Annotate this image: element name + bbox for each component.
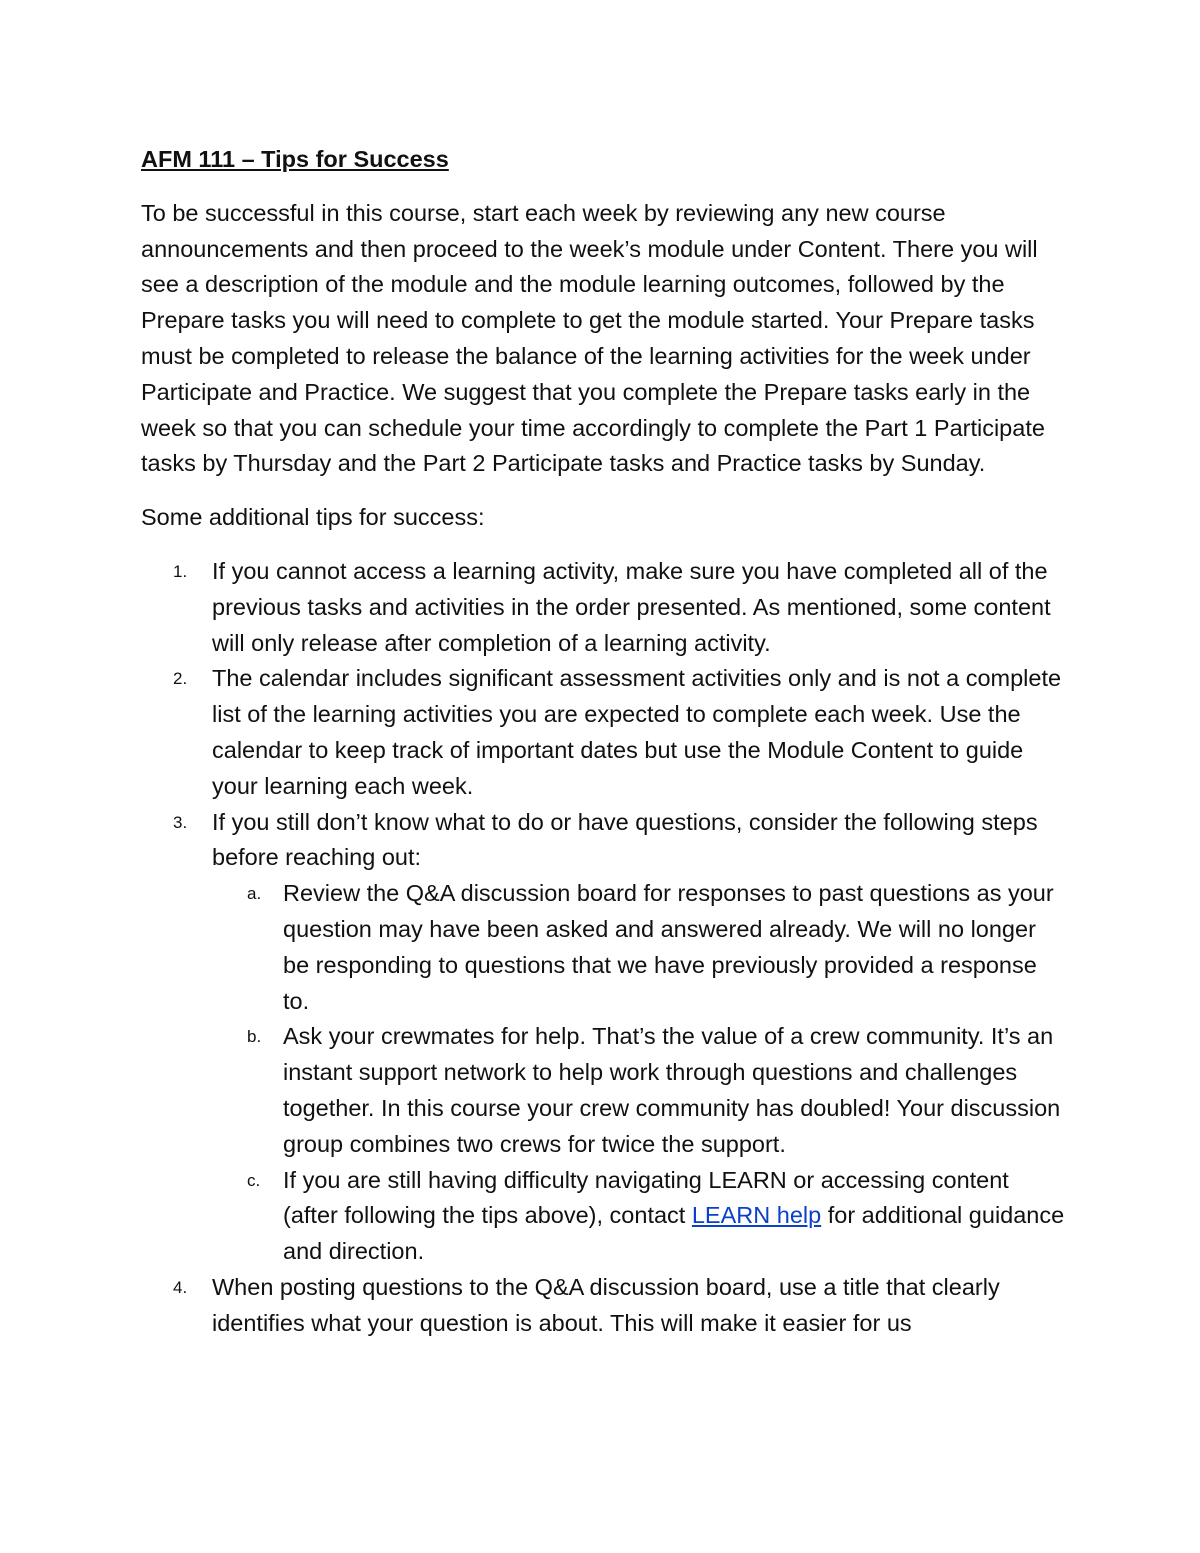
intro-paragraph: To be successful in this course, start each week by reviewing any new course announcements and then proceed to the week’s module under Content. There you will see a description of the module and the module learning outcomes, followed by the Prepare tasks you will need to complete to get the module started. Your Prepare tasks must be completed to release the balance of the learning activities for the week under Participate and Practice. We suggest that you complete the Prepare tasks early in the week so that you can schedule your time accordingly to complete the Part 1 Participate tasks by Thursday and the Part 2 Participate tasks and Practice tasks by Sunday. [141, 199, 1045, 477]
subtip-letter: b. [247, 1027, 262, 1047]
tip-item [141, 805, 1066, 1270]
tip-item [141, 661, 1066, 804]
subtip-text: Review the Q&A discussion board for responses to past questions as your question may have been asked and answered already. We will no longer be responding to questions that we have previously provided a response to. [283, 880, 1054, 1014]
tip-number: 2. [173, 669, 188, 689]
subtip-item [212, 1019, 1066, 1162]
subtip-text-before-link: If you are still having difficulty navigating LEARN or accessing content (after following the tips above), contact [283, 1166, 1009, 1229]
tip-text: If you still don’t know what to do or have questions, consider the following steps before reaching out: [212, 808, 1038, 871]
tip-number: 4. [173, 1277, 188, 1297]
learn-help-link[interactable]: LEARN help [691, 1202, 822, 1229]
tips-heading: Some additional tips for success: [141, 504, 485, 531]
subtip-text: Ask your crewmates for help. That’s the value of a crew community. It’s an instant support network to help work through questions and challenges together. In this course your crew community has doubled! Your discussion group combines two crews for twice the support. [283, 1023, 1061, 1157]
document-page [141, 142, 1066, 1342]
tip-number: 1. [173, 561, 188, 581]
subtip-letter: c. [247, 1170, 261, 1190]
tip-item [141, 554, 1066, 661]
tip-item [141, 1270, 1066, 1342]
subtip-item [212, 876, 1066, 1019]
tip-text: When posting questions to the Q&A discussion board, use a title that clearly identifies what your question is about. This will make it easier for us [212, 1273, 1000, 1336]
tip-text: The calendar includes significant assessment activities only and is not a complete list of the learning activities you are expected to complete each week. Use the calendar to keep track of important dates but use the Module Content to guide your learning each week. [212, 665, 1062, 799]
tip-text: If you cannot access a learning activity, make sure you have completed all of the previous tasks and activities in the order presented. As mentioned, some content will only release after completion of a learning activity. [212, 557, 1051, 656]
subtip-letter: a. [247, 884, 262, 904]
tip-number: 3. [173, 812, 188, 832]
document-title: AFM 111 – Tips for Success [141, 146, 449, 172]
subtip-text-after-link: for additional guidance and direction. [283, 1202, 1065, 1265]
subtip-item [212, 1163, 1066, 1270]
tips-list [141, 554, 1066, 1342]
subtips-list [212, 876, 1066, 1270]
